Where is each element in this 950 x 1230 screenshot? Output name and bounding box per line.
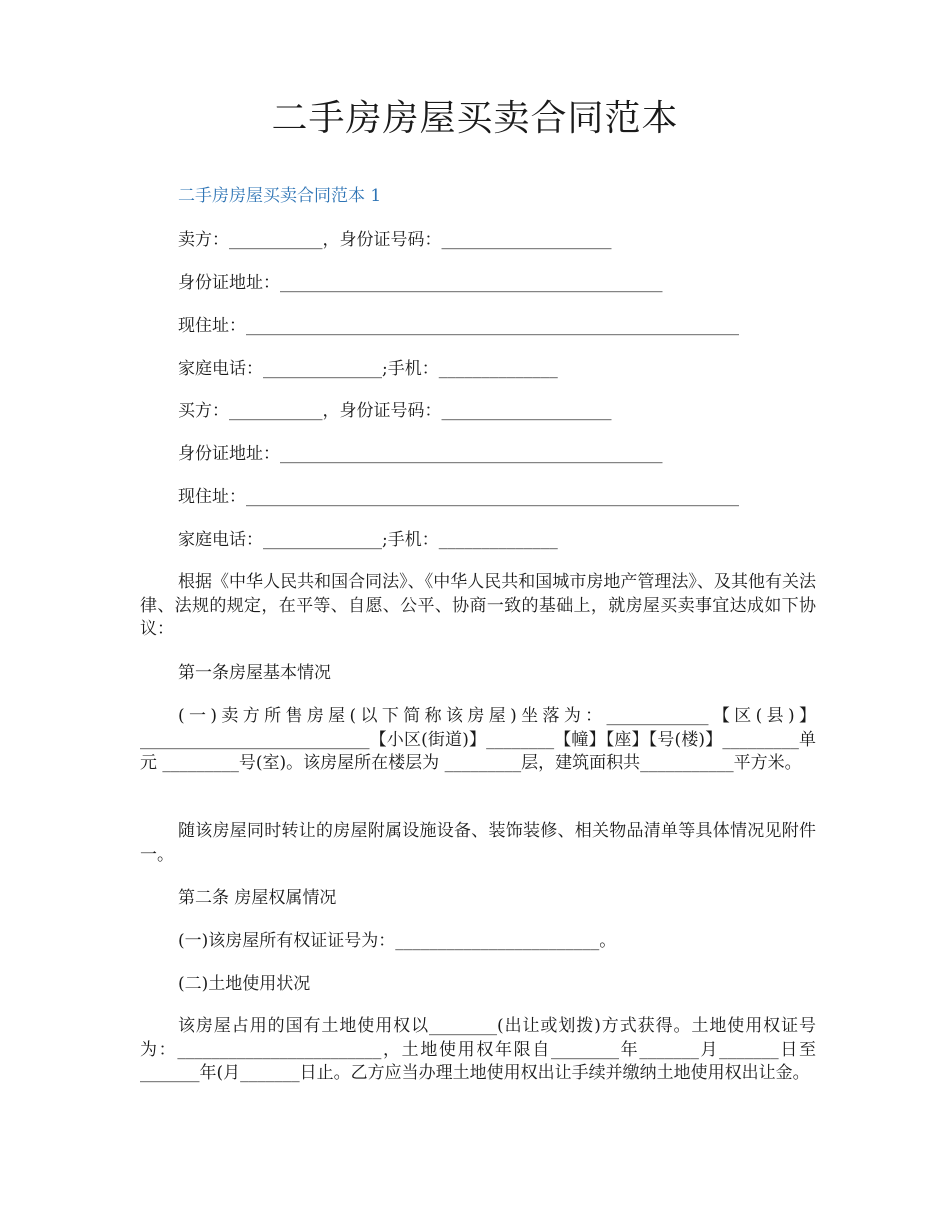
article1-item1: (一)卖方所售房屋(以下简称该房屋)坐落为：____________【区(县)】___________________________【小区(街道)】________【幢】【座】【号(楼)】_________单元 _________号(室)。该房屋所在楼层为 _________层，建筑面积共___________平方米。 xyxy=(140,706,816,773)
buyer-id-address: 身份证地址：_____________________________________________ xyxy=(178,444,663,464)
intro-paragraph: 根据《中华人民共和国合同法》、《中华人民共和国城市房地产管理法》、及其他有关法律、法规的规定，在平等、自愿、公平、协商一致的基础上，就房屋买卖事宜达成如下协议： xyxy=(140,572,816,639)
buyer-current-address: 现住址：__________________________________________________________ xyxy=(178,487,739,507)
article2-item2: (二)土地使用状况 xyxy=(178,974,311,994)
seller-line: 卖方：___________，身份证号码：____________________ xyxy=(178,230,612,250)
article2-item1: (一)该房屋所有权证证号为：________________________。 xyxy=(178,931,617,951)
article1-heading: 第一条房屋基本情况 xyxy=(178,663,331,683)
buyer-phone: 家庭电话：______________;手机：______________ xyxy=(178,530,558,550)
article2-heading: 第二条 房屋权属情况 xyxy=(178,888,337,908)
seller-current-address: 现住址：__________________________________________________________ xyxy=(178,316,739,336)
article1-note: 随该房屋同时转让的房屋附属设施设备、装饰装修、相关物品清单等具体情况见附件一。 xyxy=(140,821,816,865)
seller-id-address: 身份证地址：_____________________________________________ xyxy=(178,273,663,293)
seller-phone: 家庭电话：______________;手机：______________ xyxy=(178,359,558,379)
article2-land-paragraph: 该房屋占用的国有土地使用权以________(出让或划拨)方式获得。土地使用权证号为：________________________，土地使用权年限自________年_______月_______日至_______年(月_______日止。乙方应当办理土地使用权出让手续并缴纳土地使用权出让金。 xyxy=(140,1016,816,1083)
section-subtitle: 二手房房屋买卖合同范本 1 xyxy=(178,186,382,206)
document-title: 二手房房屋买卖合同范本 xyxy=(271,98,679,139)
buyer-line: 买方：___________，身份证号码：____________________ xyxy=(178,401,612,421)
